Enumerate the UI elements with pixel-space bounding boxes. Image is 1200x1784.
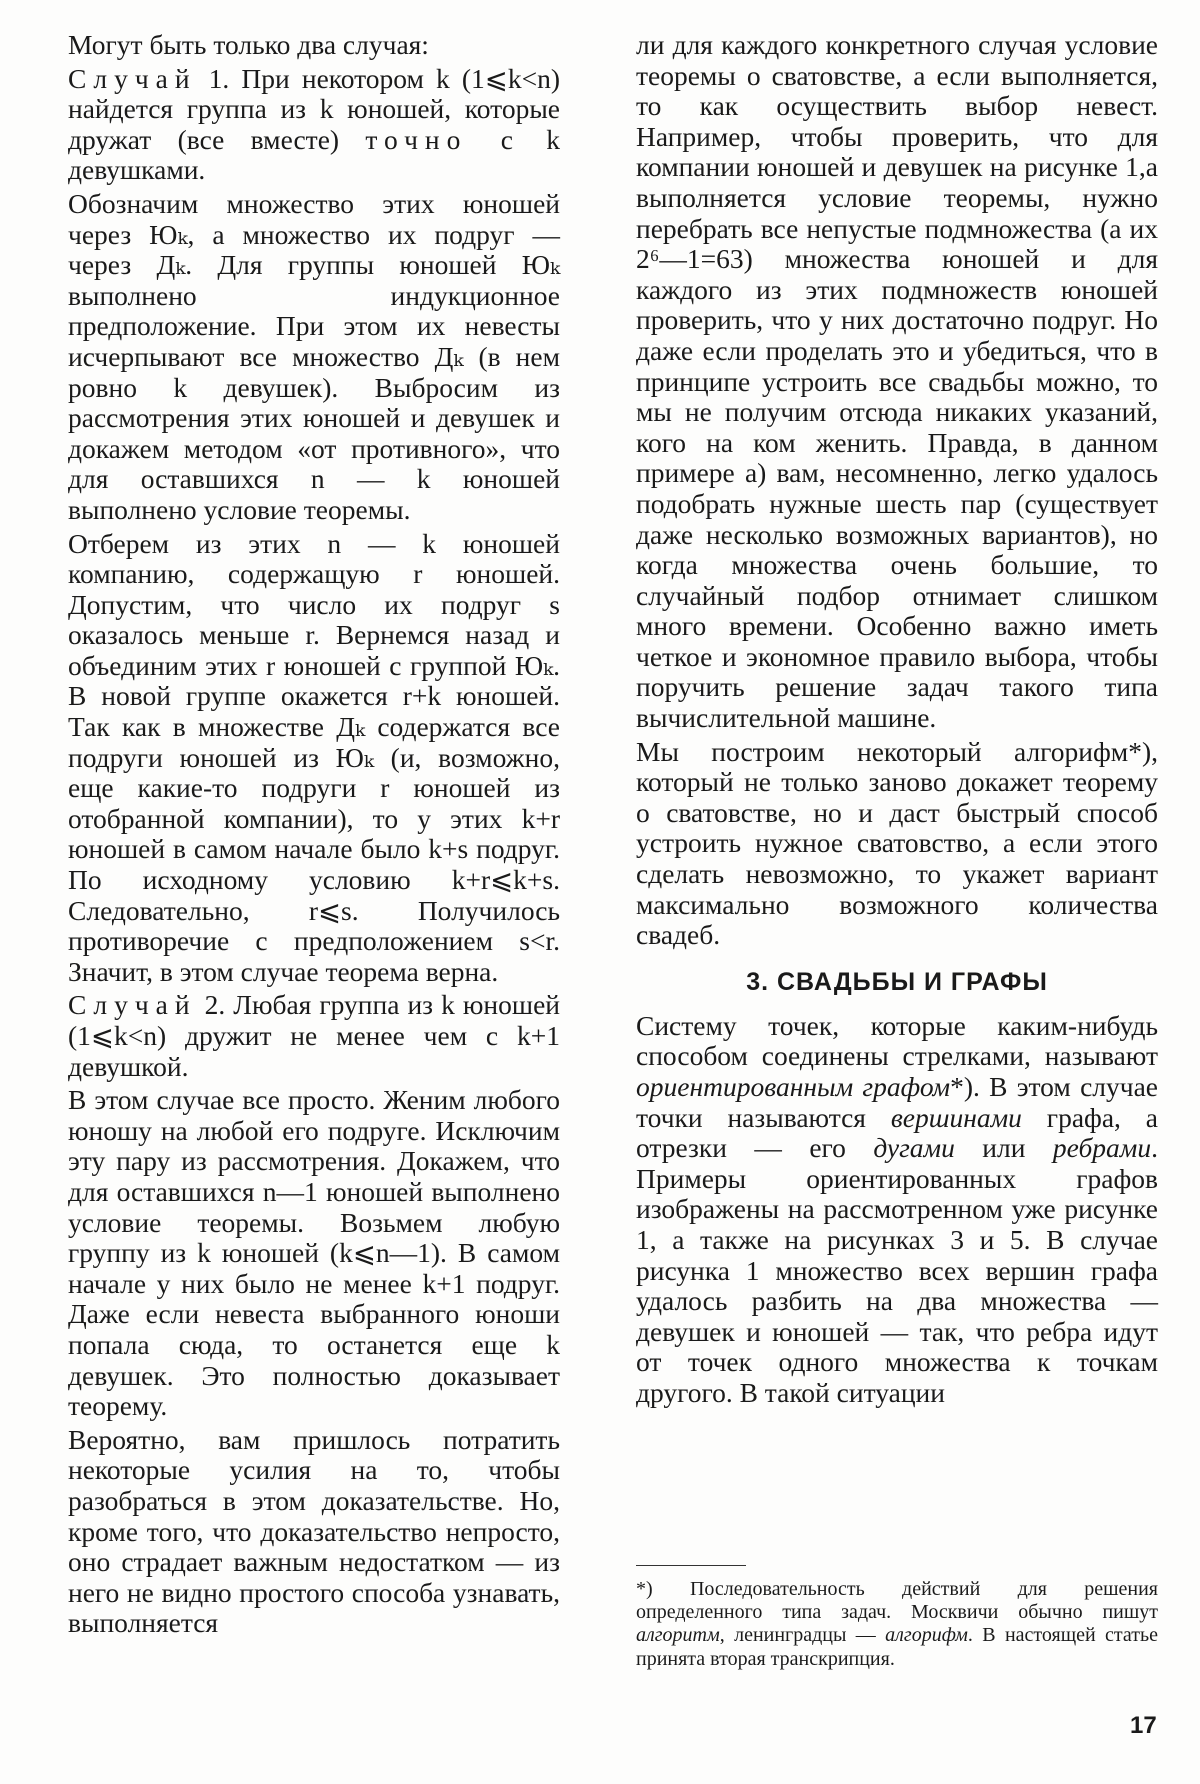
case-2-label: Случай xyxy=(68,989,197,1021)
paragraph-continuation: ли для каждого конкретного случая условие теоремы о сватовстве, а если выполняется, то как осуществить выбор невест. Например, чтобы проверить, что для компании юношей и девушек на рисунке 1,а выполняется условие теоремы, нужно перебрать все непустые подмножества (а их 2⁶—1=63) множества юношей и для каждого из этих подмножеств юношей проверить, что у них достаточно подруг. Но даже если проделать это и убедиться, что в принципе устроить все свадьбы можно, то мы не получим отсюда никаких указаний, кого на ком женить. Правда, в данном примере а) вам, несомненно, легко удалось подобрать нужные шесть пар (существует даже несколько возможных вариантов), но когда множества очень большие, то случайный подбор отнимает слишком много времени. Особенно важно иметь четкое и экономное правило выбора, чтобы поручить решение задач такого типа вычислительной машине. xyxy=(636,29,1158,734)
paragraph-case-1 xyxy=(68,64,560,186)
section-heading: 3. СВАДЬБЫ И ГРАФЫ xyxy=(746,967,1048,996)
right-column xyxy=(636,30,1158,1412)
footnote-term-algorifm: алгорифм xyxy=(885,1624,968,1647)
graphs-text-c: графа, а отрезки — его xyxy=(636,1101,1158,1164)
page-number: 17 xyxy=(1130,1712,1157,1739)
footnote-text-c: . В настоящей статье принята вторая транскрипция. xyxy=(636,1624,1159,1670)
paragraph-drawback: Вероятно, вам пришлось потратить некоторые усилия на то, чтобы разобраться в этом доказательстве. Но, кроме того, что доказательство непросто, оно страдает важным недостатком — из него не видно простого способа узнавать, выполняется xyxy=(68,1423,560,1639)
graphs-text-b: *). В этом случае точки называются xyxy=(636,1071,1158,1133)
paragraph-graphs xyxy=(636,1011,1158,1409)
case-1-text: 1. При некотором k (1⩽k<n) найдется группа из k юношей, которые дружат (все вместе) xyxy=(68,62,560,155)
footnote-divider xyxy=(636,1565,746,1566)
footnote-text-a: *) Последовательность действий для решения определенного типа задач. Москвичи обычно пишут xyxy=(636,1578,1158,1624)
graphs-text-d: или xyxy=(954,1132,1053,1164)
left-column xyxy=(68,30,560,1642)
graphs-text-a: Систему точек, которые каким-нибудь способом соединены стрелками, называют xyxy=(636,1009,1158,1072)
term-vertices: вершинами xyxy=(890,1101,1022,1133)
footnote-term-algoritm: алгоритм xyxy=(636,1624,720,1647)
case-2-text: 2. Любая группа из k юношей (1⩽k<n) дружит не менее чем с k+1 девушкой. xyxy=(68,989,560,1082)
paragraph-algorithm: Мы построим некоторый алгорифм*), который не только заново докажет теорему о сватовстве, но и даст быстрый способ устроить нужное сватовство, а если этого сделать невозможно, то укажет вариант максимально возможного количества свадеб. xyxy=(636,735,1158,951)
graphs-text-e: . Примеры ориентированных графов изображены на рассмотренном уже рисунке 1, а также на рисунках 3 и 5. В случае рисунка 1 множество всех вершин графа удалось разбить на два множества — девушек и юношей — так, что ребра идут от точек одного множества к точкам другого. В такой ситуации xyxy=(636,1132,1158,1408)
case-1-tail: k девушками. xyxy=(68,123,560,186)
paragraph-contradiction: Отберем из этих n — k юношей компанию, содержащую r юношей. Допустим, что число их подруг s оказалось меньше r. Вернемся назад и объединим этих r юношей с группой Юₖ. В новой группе окажется r+k юношей. Так как в множестве Дₖ содержатся все подруги юношей из Юₖ (и, возможно, еще какие-то подруги r юношей из отобранной компании), то у этих k+r юношей в самом начале было k+s подруг. По исходному условию k+r⩽k+s. Следовательно, r⩽s. Получилось противоречие с предположением s<r. Значит, в этом случае теорема верна. xyxy=(68,527,560,987)
footnote-text-b: , ленинградцы — xyxy=(719,1624,886,1647)
paragraph-case-2 xyxy=(68,990,560,1082)
case-1-label: Случай xyxy=(68,62,197,94)
case-1-spaced: точно с xyxy=(365,123,520,155)
term-arcs: дугами xyxy=(873,1132,955,1164)
term-edges: ребрами xyxy=(1052,1132,1152,1164)
paragraph-simple-case: В этом случае все просто. Женим любого юношу на любой его подруге. Исключим эту пару из рассмотрения. Докажем, что для оставшихся n—1 юношей выполнено условие теоремы. Возьмем любую группу из k юношей (k⩽n—1). В самом начале у них было не менее k+1 подруг. Даже если невеста выбранного юноши попала сюда, то останется еще k девушек. Это полностью доказывает теорему. xyxy=(68,1084,560,1422)
paragraph-notation: Обозначим множество этих юношей через Юₖ, а множество их подруг — через Дₖ. Для группы юношей Юₖ выполнено индукционное предположение. При этом их невесты исчерпывают все множество Дₖ (в нем ровно k девушек). Выбросим из рассмотрения этих юношей и девушек и докажем методом «от противного», что для оставшихся n — k юношей выполнено условие теоремы. xyxy=(68,187,560,525)
term-oriented-graph: ориентированным графом xyxy=(636,1071,951,1102)
paragraph-intro: Могут быть только два случая: xyxy=(68,29,429,60)
footnote xyxy=(636,1578,1158,1671)
